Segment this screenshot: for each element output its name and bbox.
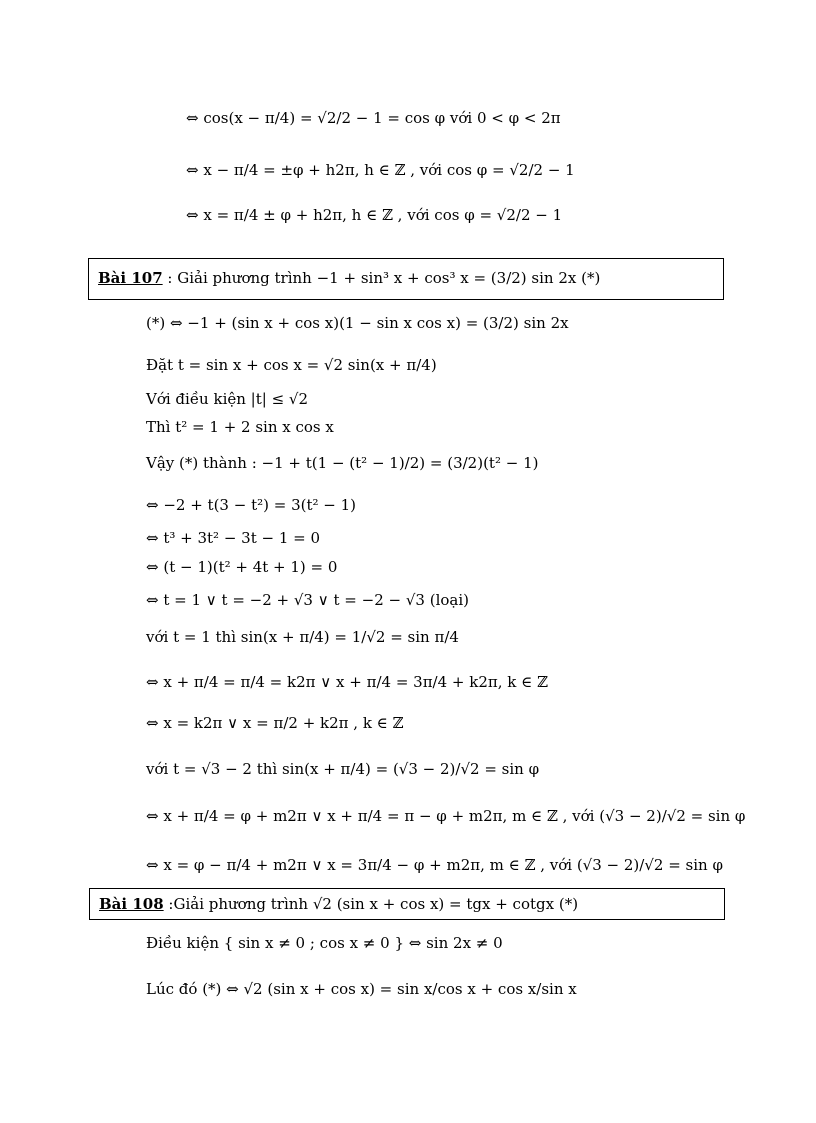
solution-step: Lúc đó (*) ⇔ √2 (sin x + cos x) = sin x/cos x + cos x/sin x: [146, 980, 577, 998]
problem-107-label: Bài 107: [98, 269, 163, 287]
solution-step: Thì t² = 1 + 2 sin x cos x: [146, 418, 334, 436]
solution-step: ⇔ x + π/4 = π/4 = k2π ∨ x + π/4 = 3π/4 + k2π, k ∈ ℤ: [146, 673, 548, 691]
intro-line-2: ⇔ x − π/4 = ±φ + h2π, h ∈ ℤ , với cos φ = √2/2 − 1: [186, 161, 575, 179]
problem-108-header: [89, 888, 725, 920]
solution-step: với t = 1 thì sin(x + π/4) = 1/√2 = sin π/4: [146, 628, 459, 646]
problem-107-header: [88, 258, 724, 300]
intro-line-3: ⇔ x = π/4 ± φ + h2π, h ∈ ℤ , với cos φ = √2/2 − 1: [186, 206, 563, 224]
problem-107-prompt: : Giải phương trình −1 + sin³ x + cos³ x = (3/2) sin 2x (*): [167, 269, 601, 287]
solution-step: Điều kiện { sin x ≠ 0 ; cos x ≠ 0 } ⇔ sin 2x ≠ 0: [146, 934, 503, 952]
solution-step: với t = √3 − 2 thì sin(x + π/4) = (√3 − 2)/√2 = sin φ: [146, 760, 540, 778]
solution-step: (*) ⇔ −1 + (sin x + cos x)(1 − sin x cos x) = (3/2) sin 2x: [146, 314, 569, 332]
solution-step: Đặt t = sin x + cos x = √2 sin(x + π/4): [146, 356, 437, 374]
solution-step: Với điều kiện |t| ≤ √2: [146, 390, 309, 408]
solution-step: ⇔ (t − 1)(t² + 4t + 1) = 0: [146, 558, 338, 576]
solution-step: Vậy (*) thành : −1 + t(1 − (t² − 1)/2) = (3/2)(t² − 1): [146, 454, 539, 472]
problem-108-prompt: :Giải phương trình √2 (sin x + cos x) = tgx + cotgx (*): [168, 895, 579, 913]
solution-step: ⇔ x = φ − π/4 + m2π ∨ x = 3π/4 − φ + m2π, m ∈ ℤ , với (√3 − 2)/√2 = sin φ: [146, 856, 723, 874]
solution-step: ⇔ x + π/4 = φ + m2π ∨ x + π/4 = π − φ + m2π, m ∈ ℤ , với (√3 − 2)/√2 = sin φ: [146, 807, 746, 825]
solution-step: ⇔ −2 + t(3 − t²) = 3(t² − 1): [146, 496, 357, 514]
solution-step: ⇔ x = k2π ∨ x = π/2 + k2π , k ∈ ℤ: [146, 714, 404, 732]
solution-step: ⇔ t³ + 3t² − 3t − 1 = 0: [146, 529, 321, 547]
problem-108-label: Bài 108: [99, 895, 164, 913]
intro-line-1: ⇔ cos(x − π/4) = √2/2 − 1 = cos φ với 0 < φ < 2π: [186, 109, 561, 127]
solution-step: ⇔ t = 1 ∨ t = −2 + √3 ∨ t = −2 − √3 (loại): [146, 591, 469, 609]
